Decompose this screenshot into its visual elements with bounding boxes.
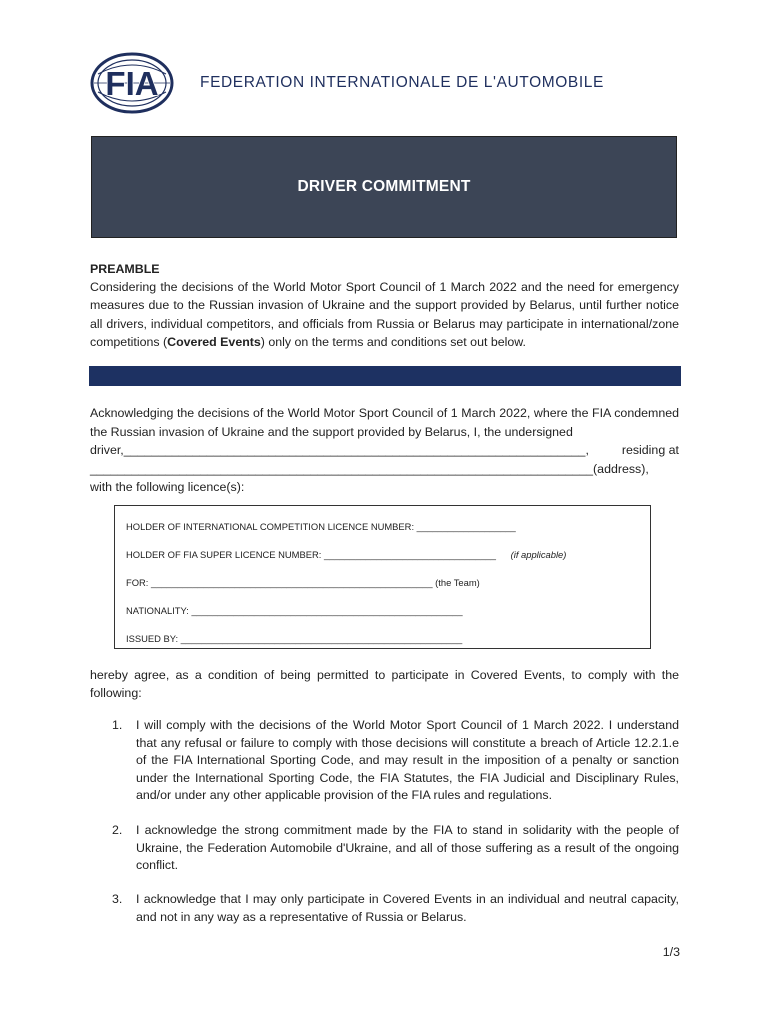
- list-item-text: I will comply with the decisions of the World Motor Sport Council of 1 March 2022. I understand that any refusal or failure to comply with those decisions will constitute a breach of Article 12.2.1.e of the FIA International Sporting Code, and may result in the imposition of a penalty or sanction under the International Sporting Code, the FIA Statutes, the FIA Judicial and Disciplinary Rules, and/or under any other applicable provision of the FIA rules and regulations.: [136, 718, 679, 803]
- section-divider-bar: [89, 366, 681, 386]
- covered-events-term: Covered Events: [167, 334, 261, 349]
- fia-logo-header: [90, 52, 604, 114]
- driver-name-field[interactable]: driver,___________________________________________________________________,: [90, 443, 589, 458]
- list-item: [90, 822, 679, 875]
- acknowledgement-section: [90, 404, 679, 497]
- page-number: 1/3: [662, 945, 680, 959]
- list-item-number: 3.: [112, 892, 123, 906]
- address-field[interactable]: _________________________________________________________________________(address),: [90, 461, 649, 476]
- organization-name: FEDERATION INTERNATIONALE DE L'AUTOMOBILE: [200, 74, 604, 91]
- super-licence-row: [126, 549, 566, 560]
- list-item: [90, 891, 679, 926]
- ack-last-line: with the following licence(s):: [90, 480, 245, 495]
- international-licence-field[interactable]: HOLDER OF INTERNATIONAL COMPETITION LICENCE NUMBER: ___________________: [126, 521, 516, 532]
- nationality-field[interactable]: NATIONALITY: ____________________________________________________: [126, 605, 463, 616]
- super-licence-field[interactable]: HOLDER OF FIA SUPER LICENCE NUMBER: _________________________________: [126, 549, 497, 560]
- list-item-text: I acknowledge that I may only participate in Covered Events in an individual and neutral capacity, and not in any way as a representative of Russia or Belarus.: [136, 892, 679, 924]
- logo-text: FIA: [105, 65, 159, 102]
- preamble-section: [90, 260, 679, 351]
- title-banner: [91, 136, 677, 238]
- driver-line: [90, 441, 679, 460]
- licence-box: [114, 505, 651, 649]
- fia-logo-icon: [90, 52, 174, 114]
- document-title: DRIVER COMMITMENT: [297, 178, 471, 195]
- preamble-text-before: Considering the decisions of the World Motor Sport Council of 1 March 2022 and the need for emergency measures due to the Russian invasion of Ukraine and the support provided by Belarus, until further notice all drivers, individual competitors, and officials from Russia or Belarus may participate in international/zone competitions (: [90, 280, 679, 349]
- list-item: [90, 717, 679, 805]
- list-item-number: 1.: [112, 718, 123, 732]
- team-field[interactable]: FOR: ______________________________________________________ (the Team): [126, 577, 480, 588]
- list-item-number: 2.: [112, 823, 123, 837]
- preamble-heading: PREAMBLE: [90, 262, 160, 276]
- hereby-agree-text: hereby agree, as a condition of being permitted to participate in Covered Events, to comply with the following:: [90, 668, 679, 701]
- ack-line1: Acknowledging the decisions of the World Motor Sport Council of 1 March 2022, where the FIA condemned the Russian invasion of Ukraine and the support provided by Belarus, I, the undersigned: [90, 406, 679, 439]
- preamble-text-after: ) only on the terms and conditions set out below.: [260, 334, 526, 349]
- preamble-text: [90, 278, 679, 351]
- issued-by-field[interactable]: ISSUED BY: ______________________________________________________: [126, 633, 463, 644]
- residing-label: residing at: [621, 443, 679, 458]
- list-item-text: I acknowledge the strong commitment made by the FIA to stand in solidarity with the people of Ukraine, the Federation Automobile d'Ukraine, and all of those suffering as a result of the ongoing conflict.: [136, 823, 679, 873]
- if-applicable-note: (if applicable): [510, 549, 567, 560]
